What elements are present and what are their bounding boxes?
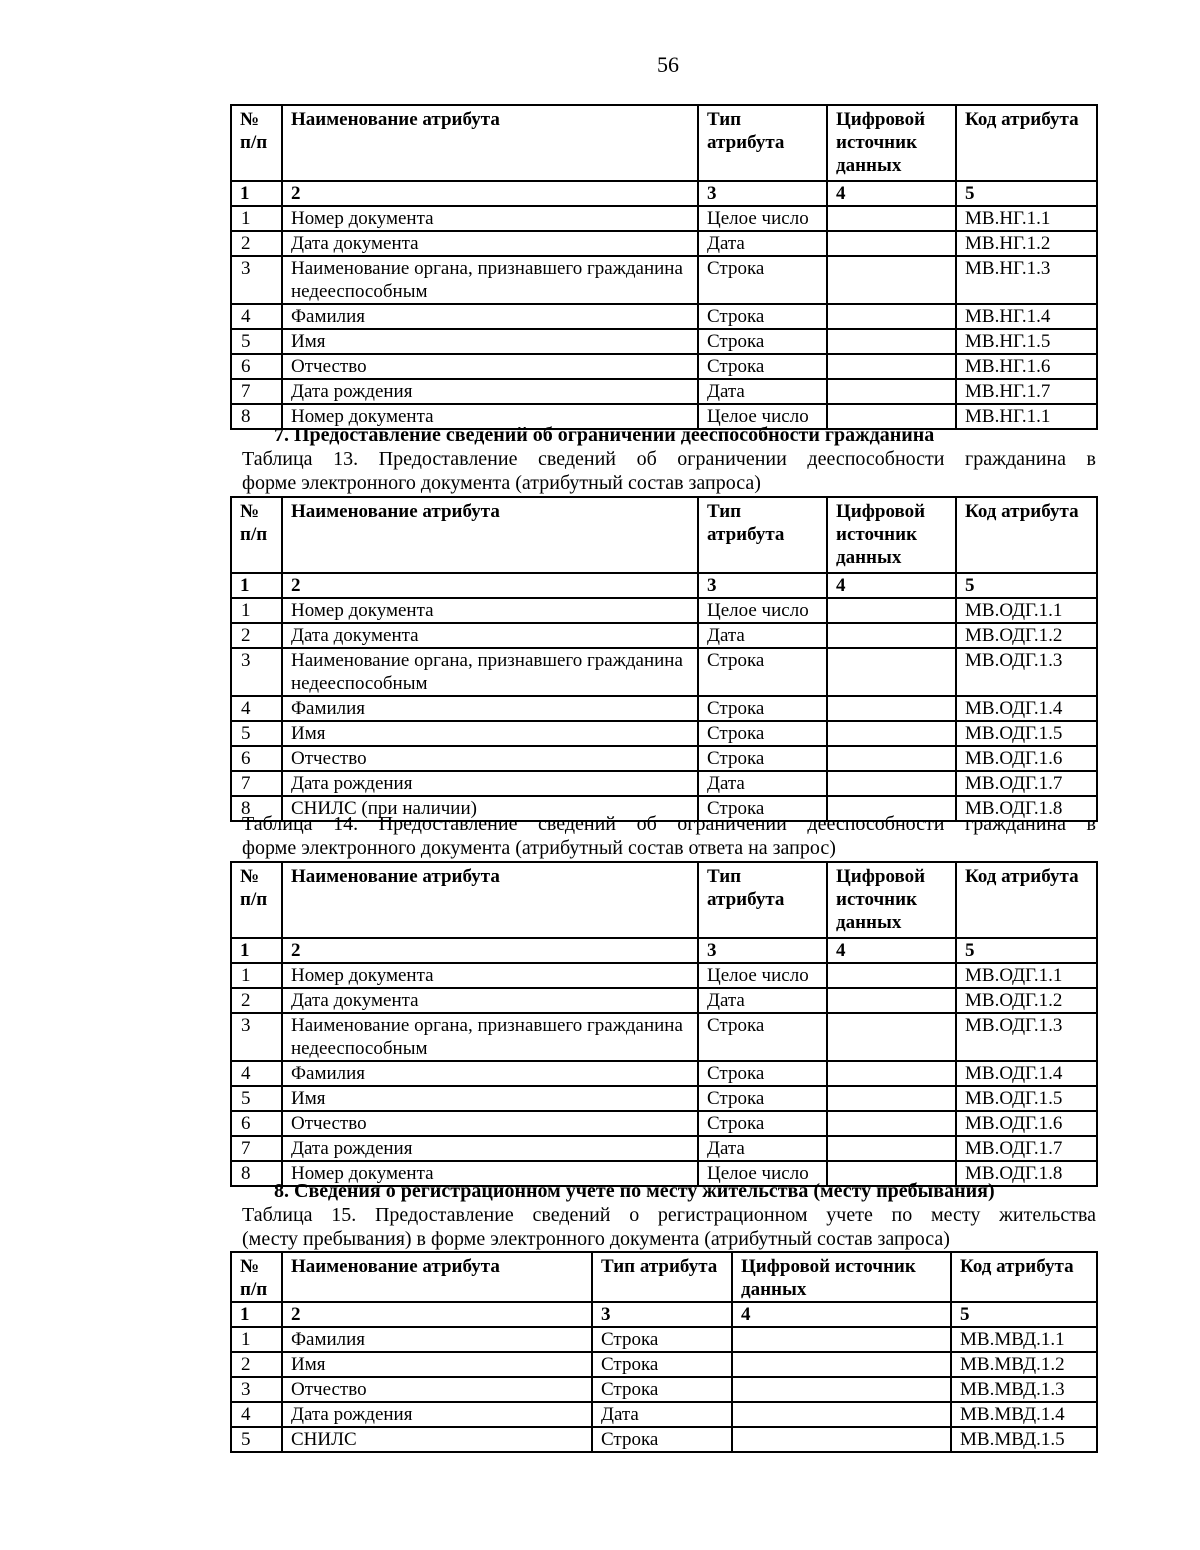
cell-code: МВ.МВД.1.2: [951, 1352, 1097, 1377]
cell-type: Дата: [698, 1136, 827, 1161]
column-number-cell: 4: [827, 573, 956, 598]
cell-n: 2: [231, 988, 282, 1013]
cell-n: 7: [231, 771, 282, 796]
cell-code: МВ.МВД.1.5: [951, 1427, 1097, 1452]
header-cell-code: Код атрибута: [951, 1252, 1097, 1302]
cell-n: 1: [231, 206, 282, 231]
table-13-caption-line1: Таблица 13. Предоставление сведений об ограничении дееспособности гражданина в: [242, 448, 1096, 470]
table-14-caption: [242, 812, 1096, 860]
table-13-caption-line2: форме электронного документа (атрибутный состав запроса): [242, 472, 761, 494]
cell-name: Дата рождения: [282, 771, 698, 796]
header-cell-type: Тип атрибута: [592, 1252, 732, 1302]
table-row: [231, 354, 1097, 379]
cell-type: Дата: [698, 379, 827, 404]
cell-type: Дата: [592, 1402, 732, 1427]
cell-n: 4: [231, 1402, 282, 1427]
table-row: [231, 379, 1097, 404]
cell-name: Дата рождения: [282, 379, 698, 404]
cell-source: [827, 256, 956, 304]
table-row: [231, 696, 1097, 721]
cell-n: 8: [231, 404, 282, 429]
cell-n: 6: [231, 1111, 282, 1136]
table-header-row: [231, 1252, 1097, 1302]
cell-name: Имя: [282, 329, 698, 354]
cell-source: [827, 1061, 956, 1086]
column-number-cell: 2: [282, 1302, 592, 1327]
cell-n: 1: [231, 1327, 282, 1352]
table-row: [231, 206, 1097, 231]
cell-name: Номер документа: [282, 598, 698, 623]
cell-code: МВ.НГ.1.5: [956, 329, 1097, 354]
cell-type: Целое число: [698, 598, 827, 623]
header-cell-n: № п/п: [231, 862, 282, 938]
cell-type: Строка: [698, 796, 827, 821]
cell-n: 5: [231, 329, 282, 354]
cell-code: МВ.ОДГ.1.4: [956, 696, 1097, 721]
table-row: [231, 1327, 1097, 1352]
cell-source: [827, 696, 956, 721]
table-row: [231, 648, 1097, 696]
cell-n: 2: [231, 623, 282, 648]
cell-name: Имя: [282, 1086, 698, 1111]
section-7-heading: 7. Предоставление сведений об ограничении дееспособности гражданина: [274, 424, 935, 446]
table-row: [231, 1013, 1097, 1061]
table-row: [231, 771, 1097, 796]
cell-type: Целое число: [698, 963, 827, 988]
cell-name: Дата документа: [282, 623, 698, 648]
cell-source: [827, 771, 956, 796]
table-row: [231, 988, 1097, 1013]
cell-name: Номер документа: [282, 206, 698, 231]
column-number-cell: 5: [951, 1302, 1097, 1327]
table-row: [231, 963, 1097, 988]
cell-code: МВ.НГ.1.4: [956, 304, 1097, 329]
cell-source: [827, 206, 956, 231]
cell-name: Номер документа: [282, 1161, 698, 1186]
table-13: [230, 496, 1098, 822]
cell-source: [827, 1013, 956, 1061]
cell-code: МВ.НГ.1.7: [956, 379, 1097, 404]
cell-n: 7: [231, 379, 282, 404]
cell-type: Строка: [698, 256, 827, 304]
header-cell-source: Цифровой источник данных: [827, 497, 956, 573]
cell-code: МВ.НГ.1.3: [956, 256, 1097, 304]
table-15-caption: [242, 1203, 1096, 1251]
cell-name: Отчество: [282, 354, 698, 379]
header-cell-type: Тип атрибута: [698, 105, 827, 181]
cell-n: 4: [231, 696, 282, 721]
cell-source: [827, 988, 956, 1013]
column-number-cell: 3: [592, 1302, 732, 1327]
column-number-row: [231, 938, 1097, 963]
cell-type: Строка: [698, 721, 827, 746]
cell-name: Дата документа: [282, 231, 698, 256]
cell-n: 5: [231, 1427, 282, 1452]
column-number-cell: 2: [282, 938, 698, 963]
cell-code: МВ.ОДГ.1.1: [956, 598, 1097, 623]
cell-code: МВ.МВД.1.3: [951, 1377, 1097, 1402]
header-cell-name: Наименование атрибута: [282, 862, 698, 938]
table-header-row: [231, 862, 1097, 938]
cell-name: Имя: [282, 1352, 592, 1377]
cell-code: МВ.НГ.1.6: [956, 354, 1097, 379]
header-cell-n: № п/п: [231, 1252, 282, 1302]
cell-name: Фамилия: [282, 1327, 592, 1352]
cell-n: 3: [231, 648, 282, 696]
cell-code: МВ.ОДГ.1.5: [956, 721, 1097, 746]
cell-code: МВ.ОДГ.1.6: [956, 746, 1097, 771]
cell-code: МВ.ОДГ.1.4: [956, 1061, 1097, 1086]
cell-code: МВ.ОДГ.1.6: [956, 1111, 1097, 1136]
cell-source: [827, 354, 956, 379]
cell-source: [732, 1352, 951, 1377]
cell-type: Строка: [698, 1061, 827, 1086]
table-row: [231, 256, 1097, 304]
attributes-table-continued: [230, 104, 1098, 430]
column-number-cell: 1: [231, 573, 282, 598]
cell-source: [732, 1377, 951, 1402]
header-cell-n: № п/п: [231, 497, 282, 573]
table-header-row: [231, 497, 1097, 573]
cell-type: Строка: [698, 354, 827, 379]
cell-code: МВ.ОДГ.1.2: [956, 988, 1097, 1013]
table-row: [231, 623, 1097, 648]
cell-n: 6: [231, 746, 282, 771]
cell-code: МВ.ОДГ.1.5: [956, 1086, 1097, 1111]
cell-code: МВ.ОДГ.1.3: [956, 1013, 1097, 1061]
column-number-cell: 1: [231, 1302, 282, 1327]
cell-code: МВ.НГ.1.1: [956, 206, 1097, 231]
column-number-cell: 4: [827, 181, 956, 206]
cell-n: 2: [231, 1352, 282, 1377]
cell-code: МВ.ОДГ.1.3: [956, 648, 1097, 696]
cell-type: Строка: [592, 1327, 732, 1352]
table-row: [231, 1352, 1097, 1377]
section-8-heading: 8. Сведения о регистрационном учете по месту жительства (месту пребывания): [274, 1180, 995, 1202]
cell-type: Строка: [698, 1086, 827, 1111]
column-number-row: [231, 573, 1097, 598]
cell-n: 3: [231, 1377, 282, 1402]
cell-source: [827, 304, 956, 329]
table-14: [230, 861, 1098, 1187]
cell-name: Номер документа: [282, 404, 698, 429]
cell-n: 2: [231, 231, 282, 256]
table-row: [231, 231, 1097, 256]
page-number: 56: [657, 52, 679, 77]
header-cell-type: Тип атрибута: [698, 497, 827, 573]
cell-n: 3: [231, 256, 282, 304]
cell-type: Дата: [698, 623, 827, 648]
cell-source: [827, 598, 956, 623]
table-row: [231, 304, 1097, 329]
cell-code: МВ.НГ.1.1: [956, 404, 1097, 429]
cell-name: Дата рождения: [282, 1136, 698, 1161]
cell-n: 1: [231, 963, 282, 988]
cell-type: Строка: [592, 1377, 732, 1402]
cell-source: [827, 648, 956, 696]
cell-type: Целое число: [698, 404, 827, 429]
column-number-cell: 5: [956, 573, 1097, 598]
cell-name: Имя: [282, 721, 698, 746]
cell-name: Наименование органа, признавшего гражданина недееспособным: [282, 648, 698, 696]
column-number-cell: 3: [698, 938, 827, 963]
cell-code: МВ.ОДГ.1.7: [956, 1136, 1097, 1161]
cell-source: [827, 623, 956, 648]
column-number-cell: 5: [956, 181, 1097, 206]
header-cell-name: Наименование атрибута: [282, 497, 698, 573]
cell-name: Отчество: [282, 1377, 592, 1402]
table-row: [231, 329, 1097, 354]
cell-type: Строка: [698, 304, 827, 329]
header-cell-source: Цифровой источник данных: [827, 862, 956, 938]
cell-type: Строка: [698, 1013, 827, 1061]
cell-name: Наименование органа, признавшего гражданина недееспособным: [282, 256, 698, 304]
column-number-cell: 3: [698, 181, 827, 206]
cell-code: МВ.МВД.1.1: [951, 1327, 1097, 1352]
table-row: [231, 598, 1097, 623]
cell-n: 4: [231, 1061, 282, 1086]
column-number-cell: 2: [282, 573, 698, 598]
header-cell-type: Тип атрибута: [698, 862, 827, 938]
cell-type: Строка: [698, 696, 827, 721]
cell-n: 7: [231, 1136, 282, 1161]
cell-code: МВ.МВД.1.4: [951, 1402, 1097, 1427]
column-number-row: [231, 1302, 1097, 1327]
column-number-cell: 3: [698, 573, 827, 598]
cell-n: 5: [231, 1086, 282, 1111]
table-15: [230, 1251, 1098, 1453]
cell-name: Фамилия: [282, 696, 698, 721]
cell-n: 4: [231, 304, 282, 329]
table-row: [231, 1427, 1097, 1452]
table-14-caption-line2: форме электронного документа (атрибутный состав ответа на запрос): [242, 837, 836, 859]
table-row: [231, 1086, 1097, 1111]
column-number-cell: 1: [231, 938, 282, 963]
table-header-row: [231, 105, 1097, 181]
table-row: [231, 746, 1097, 771]
cell-code: МВ.ОДГ.1.1: [956, 963, 1097, 988]
header-cell-code: Код атрибута: [956, 105, 1097, 181]
cell-code: МВ.ОДГ.1.8: [956, 1161, 1097, 1186]
cell-source: [732, 1327, 951, 1352]
cell-type: Строка: [698, 329, 827, 354]
column-number-cell: 1: [231, 181, 282, 206]
cell-name: Фамилия: [282, 1061, 698, 1086]
cell-source: [732, 1402, 951, 1427]
header-cell-source: Цифровой источник данных: [732, 1252, 951, 1302]
table-13-caption: [242, 447, 1096, 495]
cell-name: СНИЛС (при наличии): [282, 796, 698, 821]
table-row: [231, 1136, 1097, 1161]
header-cell-name: Наименование атрибута: [282, 1252, 592, 1302]
cell-source: [732, 1427, 951, 1452]
column-number-row: [231, 181, 1097, 206]
cell-source: [827, 329, 956, 354]
cell-type: Строка: [698, 1111, 827, 1136]
table-row: [231, 1377, 1097, 1402]
column-number-cell: 4: [827, 938, 956, 963]
cell-name: Отчество: [282, 746, 698, 771]
table-15-caption-line1: Таблица 15. Предоставление сведений о регистрационном учете по месту жительства: [242, 1204, 1096, 1226]
cell-code: МВ.ОДГ.1.8: [956, 796, 1097, 821]
table-row: [231, 721, 1097, 746]
cell-source: [827, 721, 956, 746]
cell-type: Целое число: [698, 1161, 827, 1186]
cell-code: МВ.ОДГ.1.7: [956, 771, 1097, 796]
cell-source: [827, 1136, 956, 1161]
cell-name: Отчество: [282, 1111, 698, 1136]
cell-type: Дата: [698, 771, 827, 796]
cell-type: Целое число: [698, 206, 827, 231]
cell-source: [827, 1111, 956, 1136]
cell-name: Наименование органа, признавшего гражданина недееспособным: [282, 1013, 698, 1061]
cell-type: Строка: [698, 648, 827, 696]
table-row: [231, 1061, 1097, 1086]
cell-n: 1: [231, 598, 282, 623]
cell-name: Дата документа: [282, 988, 698, 1013]
cell-source: [827, 231, 956, 256]
cell-n: 6: [231, 354, 282, 379]
cell-type: Строка: [592, 1352, 732, 1377]
column-number-cell: 5: [956, 938, 1097, 963]
cell-n: 5: [231, 721, 282, 746]
cell-name: СНИЛС: [282, 1427, 592, 1452]
cell-name: Номер документа: [282, 963, 698, 988]
cell-type: Дата: [698, 988, 827, 1013]
cell-name: Фамилия: [282, 304, 698, 329]
column-number-cell: 4: [732, 1302, 951, 1327]
cell-n: 8: [231, 1161, 282, 1186]
cell-source: [827, 746, 956, 771]
cell-source: [827, 1086, 956, 1111]
cell-code: МВ.ОДГ.1.2: [956, 623, 1097, 648]
header-cell-name: Наименование атрибута: [282, 105, 698, 181]
header-cell-code: Код атрибута: [956, 497, 1097, 573]
header-cell-n: № п/п: [231, 105, 282, 181]
cell-source: [827, 963, 956, 988]
column-number-cell: 2: [282, 181, 698, 206]
cell-name: Дата рождения: [282, 1402, 592, 1427]
cell-type: Дата: [698, 231, 827, 256]
cell-n: 3: [231, 1013, 282, 1061]
cell-type: Строка: [592, 1427, 732, 1452]
cell-code: МВ.НГ.1.2: [956, 231, 1097, 256]
header-cell-source: Цифровой источник данных: [827, 105, 956, 181]
cell-type: Строка: [698, 746, 827, 771]
cell-source: [827, 379, 956, 404]
cell-n: 8: [231, 796, 282, 821]
header-cell-code: Код атрибута: [956, 862, 1097, 938]
table-row: [231, 1402, 1097, 1427]
table-14-caption-line1: Таблица 14. Предоставление сведений об ограничении дееспособности гражданина в: [242, 813, 1096, 835]
table-15-caption-line2: (месту пребывания) в форме электронного документа (атрибутный состав запроса): [242, 1228, 950, 1250]
table-row: [231, 1111, 1097, 1136]
